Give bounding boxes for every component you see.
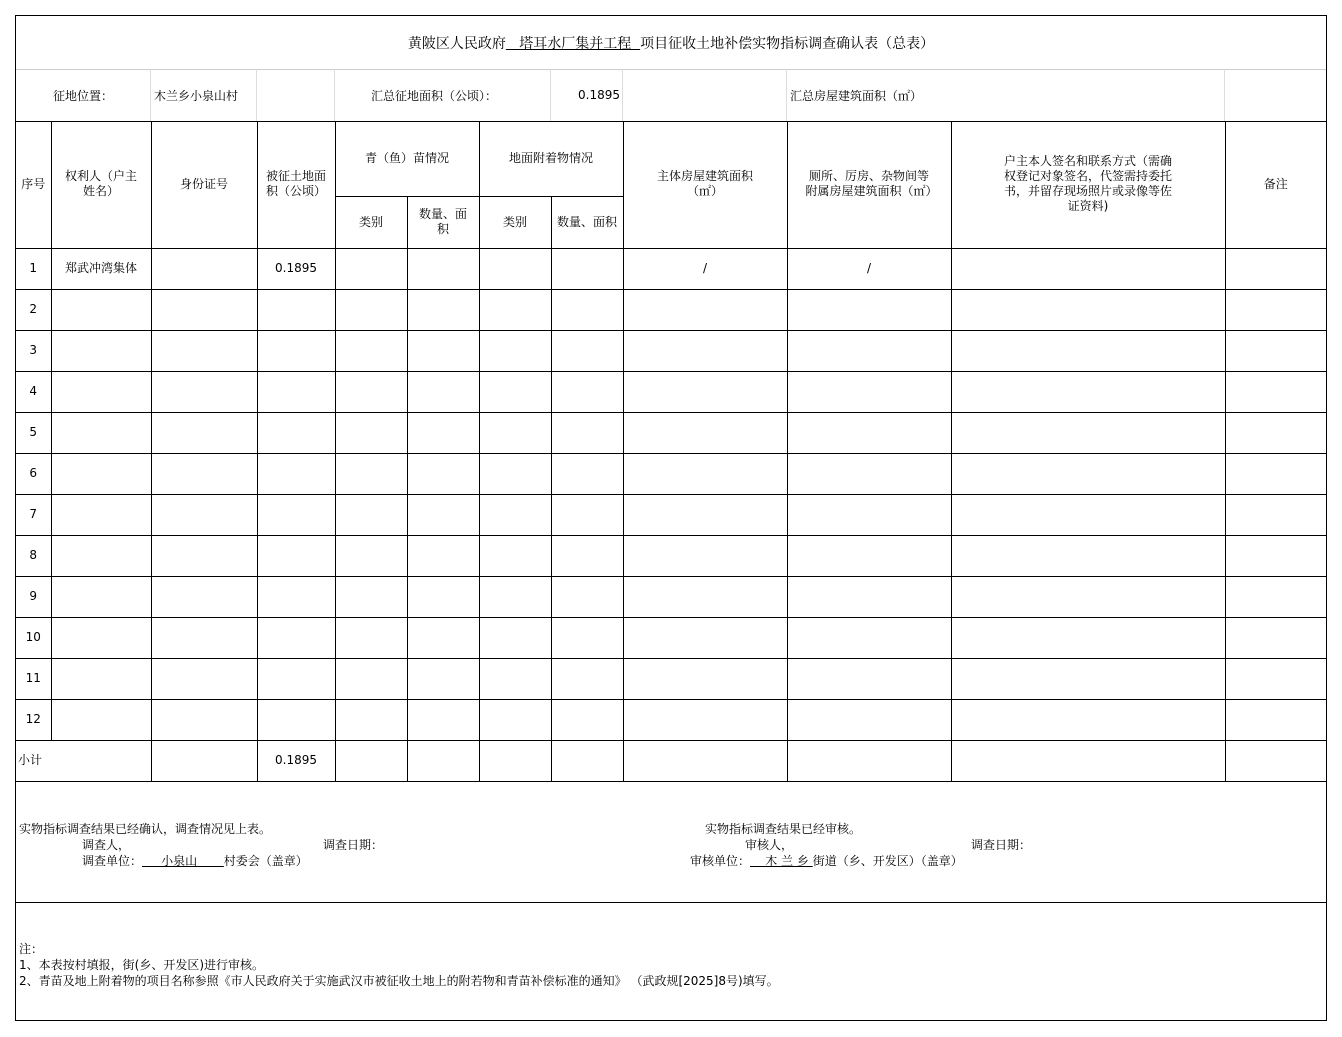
row-land-area: [257, 453, 335, 494]
table-row: [16, 453, 1326, 494]
row-signature: [951, 535, 1225, 576]
row-owner: [51, 617, 151, 658]
row-main-house: [623, 617, 787, 658]
location-value: 木兰乡小泉山村: [151, 69, 257, 121]
row-attachment-category: [479, 330, 551, 371]
table-row: [16, 658, 1326, 699]
row-aux-house: [787, 617, 951, 658]
row-land-area: [257, 412, 335, 453]
building-label: 汇总房屋建筑面积（㎡）: [787, 69, 1225, 121]
confirm-right-reviewer: 审核人，: [745, 838, 794, 852]
subtotal-cell: [787, 740, 951, 781]
info-blank-2: [623, 69, 787, 121]
header-attachment-qty: 数量、面积: [551, 196, 623, 248]
row-attachment-category: [479, 494, 551, 535]
title-project: 塔耳水厂集并工程: [505, 35, 641, 52]
row-aux-house: [787, 289, 951, 330]
row-owner: [51, 330, 151, 371]
table-row: [16, 248, 1326, 289]
row-aux-house: [787, 330, 951, 371]
subtotal-cell: [551, 740, 623, 781]
row-seedling-qty: [407, 453, 479, 494]
confirm-right-date: 调查日期：: [971, 838, 1032, 852]
subtotal-cell: [623, 740, 787, 781]
header-seq: 序号: [16, 121, 51, 248]
header-owner: 权利人（户主姓名）: [51, 121, 151, 248]
confirm-left-unit-value: 小泉山: [142, 854, 224, 868]
row-owner: [51, 494, 151, 535]
confirm-left-unit-suffix: 村委会（盖章）: [223, 854, 308, 868]
row-id: [151, 330, 257, 371]
row-seedling-category: [335, 494, 407, 535]
row-owner: [51, 658, 151, 699]
row-seedling-qty: [407, 535, 479, 576]
row-seq: 4: [16, 371, 51, 412]
row-signature: [951, 699, 1225, 740]
row-main-house: [623, 453, 787, 494]
row-attachment-qty: [551, 576, 623, 617]
row-main-house: [623, 494, 787, 535]
row-id: [151, 248, 257, 289]
row-aux-house: [787, 535, 951, 576]
row-seedling-category: [335, 658, 407, 699]
row-remark: [1225, 289, 1326, 330]
note-1: 1、本表按村填报，街(乡、开发区)进行审核。: [19, 958, 264, 972]
header-main-house: 主体房屋建筑面积（㎡）: [623, 121, 787, 248]
row-land-area: 0.1895: [257, 248, 335, 289]
row-attachment-qty: [551, 453, 623, 494]
row-seq: 1: [16, 248, 51, 289]
header-attachment: 地面附着物情况: [479, 121, 623, 196]
header-land-area: 被征土地面积（公顷）: [257, 121, 335, 248]
row-remark: [1225, 371, 1326, 412]
subtotal-cell: [335, 740, 407, 781]
area-value: 0.1895: [551, 69, 623, 121]
header-id: 身份证号: [151, 121, 257, 248]
row-aux-house: [787, 699, 951, 740]
row-main-house: [623, 371, 787, 412]
confirmation-section: [16, 782, 1326, 903]
row-owner: [51, 699, 151, 740]
row-aux-house: [787, 412, 951, 453]
header-remark: 备注: [1225, 121, 1326, 248]
row-seedling-category: [335, 371, 407, 412]
title-suffix: 项目征收土地补偿实物指标调查确认表（总表）: [640, 35, 935, 52]
table-row: [16, 371, 1326, 412]
table-row: [16, 699, 1326, 740]
row-remark: [1225, 248, 1326, 289]
row-aux-house: /: [787, 248, 951, 289]
row-attachment-category: [479, 576, 551, 617]
header-attachment-category: 类别: [479, 196, 551, 248]
row-signature: [951, 330, 1225, 371]
row-main-house: /: [623, 248, 787, 289]
header-seedling: 青（鱼）苗情况: [335, 121, 479, 196]
row-attachment-qty: [551, 330, 623, 371]
row-signature: [951, 371, 1225, 412]
row-main-house: [623, 658, 787, 699]
row-land-area: [257, 617, 335, 658]
row-land-area: [257, 576, 335, 617]
row-attachment-qty: [551, 371, 623, 412]
row-seedling-category: [335, 535, 407, 576]
form-sheet: [15, 15, 1327, 1021]
row-seq: 3: [16, 330, 51, 371]
table-row: [16, 289, 1326, 330]
row-id: [151, 617, 257, 658]
subtotal-cell: [407, 740, 479, 781]
row-seedling-qty: [407, 412, 479, 453]
row-signature: [951, 412, 1225, 453]
row-land-area: [257, 494, 335, 535]
row-aux-house: [787, 453, 951, 494]
row-remark: [1225, 699, 1326, 740]
confirm-right-unit-label: 审核单位：: [690, 854, 751, 868]
row-owner: 郑武冲湾集体: [51, 248, 151, 289]
row-id: [151, 699, 257, 740]
row-signature: [951, 617, 1225, 658]
confirm-left-investigator: 调查人，: [82, 838, 131, 852]
row-id: [151, 535, 257, 576]
row-signature: [951, 289, 1225, 330]
table-row: [16, 494, 1326, 535]
row-id: [151, 576, 257, 617]
row-land-area: [257, 535, 335, 576]
row-seedling-qty: [407, 658, 479, 699]
title-prefix: 黄陂区人民政府: [407, 35, 506, 52]
table-row: [16, 412, 1326, 453]
row-attachment-qty: [551, 535, 623, 576]
row-attachment-qty: [551, 494, 623, 535]
row-attachment-category: [479, 617, 551, 658]
subtotal-cell: [951, 740, 1225, 781]
row-seedling-qty: [407, 617, 479, 658]
row-attachment-category: [479, 658, 551, 699]
row-signature: [951, 576, 1225, 617]
row-seedling-qty: [407, 576, 479, 617]
confirm-right-unit-suffix: 街道（乡、开发区）（盖章）: [812, 854, 963, 868]
row-seedling-qty: [407, 289, 479, 330]
row-seedling-qty: [407, 248, 479, 289]
row-remark: [1225, 617, 1326, 658]
row-owner: [51, 371, 151, 412]
row-attachment-qty: [551, 658, 623, 699]
row-attachment-category: [479, 535, 551, 576]
row-seedling-category: [335, 453, 407, 494]
area-label: 汇总征地面积（公顷）：: [335, 69, 551, 121]
row-remark: [1225, 535, 1326, 576]
confirm-right-statement: 实物指标调查结果已经审核。: [705, 822, 862, 836]
row-seq: 11: [16, 658, 51, 699]
row-attachment-qty: [551, 289, 623, 330]
row-main-house: [623, 699, 787, 740]
row-seq: 6: [16, 453, 51, 494]
building-value: [1225, 69, 1326, 121]
subtotal-cell: [479, 740, 551, 781]
row-signature: [951, 453, 1225, 494]
row-seq: 8: [16, 535, 51, 576]
row-seq: 5: [16, 412, 51, 453]
row-attachment-category: [479, 453, 551, 494]
row-seedling-qty: [407, 494, 479, 535]
subtotal-cell: [1225, 740, 1326, 781]
row-seq: 2: [16, 289, 51, 330]
table-row: [16, 617, 1326, 658]
row-owner: [51, 289, 151, 330]
confirm-right-unit-value: 木 兰 乡: [750, 854, 813, 868]
row-attachment-category: [479, 412, 551, 453]
location-label: 征地位置：: [16, 69, 151, 121]
note-2: 2、青苗及地上附着物的项目名称参照《市人民政府关于实施武汉市被征收土地上的附若物和青苗补偿标准的通知》 （武政规[2025]8号)填写。: [19, 974, 779, 988]
row-seedling-qty: [407, 371, 479, 412]
row-main-house: [623, 576, 787, 617]
row-id: [151, 494, 257, 535]
subtotal-cell: [151, 740, 257, 781]
header-aux-house: 厕所、厉房、杂物间等附属房屋建筑面积（㎡）: [787, 121, 951, 248]
row-attachment-category: [479, 699, 551, 740]
row-aux-house: [787, 658, 951, 699]
row-remark: [1225, 412, 1326, 453]
row-remark: [1225, 658, 1326, 699]
row-land-area: [257, 330, 335, 371]
confirm-left-date: 调查日期：: [323, 838, 384, 852]
row-seedling-category: [335, 330, 407, 371]
subtotal-land: 0.1895: [257, 740, 335, 781]
info-row: [16, 69, 1326, 122]
row-signature: [951, 658, 1225, 699]
confirm-right-unit: [690, 852, 963, 869]
row-aux-house: [787, 576, 951, 617]
row-owner: [51, 576, 151, 617]
row-seq: 9: [16, 576, 51, 617]
row-main-house: [623, 412, 787, 453]
row-id: [151, 371, 257, 412]
row-signature: [951, 248, 1225, 289]
row-attachment-category: [479, 289, 551, 330]
row-seedling-category: [335, 576, 407, 617]
row-land-area: [257, 699, 335, 740]
notes-heading: 注：: [19, 942, 44, 956]
row-id: [151, 658, 257, 699]
row-attachment-qty: [551, 248, 623, 289]
row-land-area: [257, 371, 335, 412]
form-title: [16, 16, 1326, 70]
table-row: [16, 535, 1326, 576]
confirm-left-statement: 实物指标调查结果已经确认，调查情况见上表。: [19, 822, 272, 836]
confirm-left-unit-label: 调查单位：: [82, 854, 143, 868]
row-aux-house: [787, 494, 951, 535]
header-seedling-category: 类别: [335, 196, 407, 248]
row-seedling-qty: [407, 330, 479, 371]
row-seedling-category: [335, 412, 407, 453]
row-seq: 12: [16, 699, 51, 740]
row-land-area: [257, 658, 335, 699]
table-row: [16, 576, 1326, 617]
row-attachment-qty: [551, 617, 623, 658]
row-main-house: [623, 330, 787, 371]
row-attachment-category: [479, 371, 551, 412]
confirm-left-unit: [82, 852, 308, 869]
header-signature: 户主本人签名和联系方式（需确权登记对象签名，代签需持委托书，并留存现场照片或录像等佐证资料): [951, 121, 1225, 248]
row-main-house: [623, 289, 787, 330]
row-main-house: [623, 535, 787, 576]
row-seedling-category: [335, 248, 407, 289]
row-id: [151, 289, 257, 330]
info-blank-1: [257, 69, 335, 121]
row-attachment-qty: [551, 412, 623, 453]
table-row: [16, 330, 1326, 371]
row-owner: [51, 535, 151, 576]
table-body: [16, 248, 1326, 740]
row-seedling-qty: [407, 699, 479, 740]
row-id: [151, 453, 257, 494]
row-remark: [1225, 453, 1326, 494]
row-seq: 10: [16, 617, 51, 658]
header-seedling-qty: 数量、面积: [407, 196, 479, 248]
row-remark: [1225, 330, 1326, 371]
row-remark: [1225, 494, 1326, 535]
row-owner: [51, 412, 151, 453]
row-seedling-category: [335, 617, 407, 658]
row-seq: 7: [16, 494, 51, 535]
row-signature: [951, 494, 1225, 535]
row-seedling-category: [335, 289, 407, 330]
survey-table: [16, 121, 1326, 782]
row-seedling-category: [335, 699, 407, 740]
row-aux-house: [787, 371, 951, 412]
row-land-area: [257, 289, 335, 330]
row-id: [151, 412, 257, 453]
row-remark: [1225, 576, 1326, 617]
notes-section: [16, 902, 1326, 1020]
subtotal-label: 小计: [16, 740, 151, 781]
row-attachment-category: [479, 248, 551, 289]
row-attachment-qty: [551, 699, 623, 740]
row-owner: [51, 453, 151, 494]
